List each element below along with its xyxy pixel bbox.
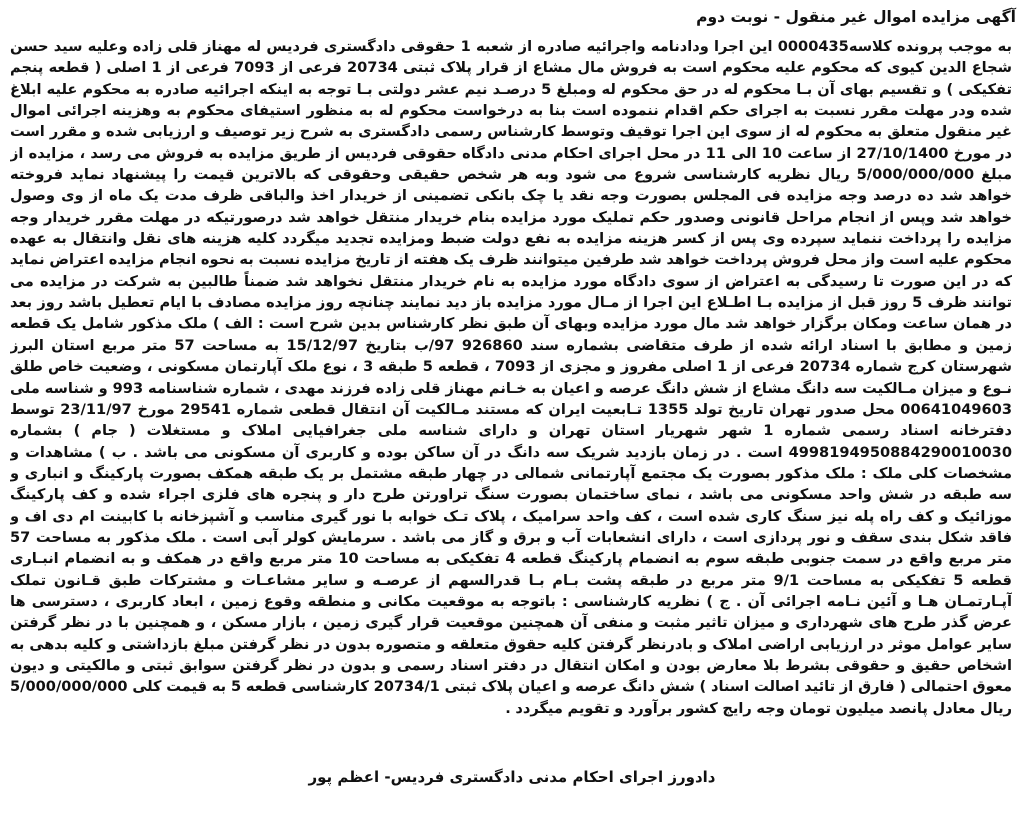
notice-body: به موجب پرونده کلاسه0000435 این اجرا ودادنامه واجرائیه صادره از شعبه 1 حقوقی دادگستری فردیس له مهناز قلی زاده وعلیه سید حسن شجاع الدین کیوی که محکوم علیه محکوم است به فروش مال مشاع از قرار پلاک ثبتی 20734 فرعی از 7093 فرعی از 1 اصلی ( قطعه پنجم تفکیکی ) و تقسیم بهای آن بـا محکوم له در حق محکوم له ومبلغ 5 درصـد نیم عشر دولتی بـا توجه به اینکه اجرائیه صادره به محکوم علیه ابلاغ شده ودر مهلت مقرر نسبت به اجرای حکم اقدام ننموده است بنا به درخواست محکوم له به منظور استیفای محکوم به وهزینه اجرائی اموال غیر منقول متعلق به محکوم له از سوی این اجرا توقیف وتوسط کارشناس رسمی دادگستری به شرح زیر توصیف و ارزیابی شده و مقرر است در مورخ 27/10/1400 از ساعت 10 الی 11 در محل اجرای احکام مدنی دادگاه حقوقی فردیس از طریق مزایده به فروش می رسد ، مزایده از مبلغ 5/000/000/000 ریال نظریه کارشناسی شروع می شود وبه هر شخص حقیقی وحقوقی که بالاترین قیمت را پیشنهاد نماید فروخته خواهد شد ده درصد وجه مزایده فی المجلس بصورت وجه نقد یا چک بانکی تضمینی از خریدار اخذ والباقی ظرف مدت یک ماه از وی وصول خواهد شد وپس از انجام مراحل قانونی وصدور حکم تملیک مورد مزایده بنام خریدار منتقل خواهد شد درصورتیکه در مهلت مقرر خریدار وجه مزایده را پرداخت ننماید سپرده وی پس از کسر هزینه مزایده به نفع دولت ضبط ومزایده تجدید میگردد کلیه هزینه های نقل وانتقال به عهده محکوم علیه است واز محل فروش پرداخت خواهد شد طرفین میتوانند ظرف یک هفته از تاریخ مزایده نسبت به نحوه انجام مزایده اعتراض نماید که در این صورت تا رسیدگی به اعتراض از سوی دادگاه مورد مزایده به نام خریدار منتقل نخواهد شد ضمناً طالبین به شرکت در مزایده می توانند ظرف 5 روز قبل از مزایده بـا اطـلاع این اجرا از مـال مورد مزایده باز دید نمایند چنانچه روز مزایده مصادف با ایام تعطیل باشد روز بعد در همان ساعت ومکان برگزار خواهد شد مال مورد مزایده وبهای آن طبق نظر کارشناس بدین شرح است : الف ) ملک مذکور شامل یک قطعه زمین و مطابق با اسناد ارائه شده از طرف متقاضی بشماره سند 926860 97/ب بتاریخ 15/12/97 به مساحت 57 متر مربع استان البرز شهرستان کرج شماره 20734 فرعی از 1 اصلی مفروز و مجزی از 7093 ، قطعه 5 طبقه 3 ، نوع ملک آپارتمان مسکونی ، وضعیت خاص طلق نـوع و میزان مـالکیت سه دانگ مشاع از شش دانگ عرصه و اعیان به خـانم مهناز قلی زاده فرزند مهدی ، شماره شناسنامه 993 و شناسه ملی 00641049603 محل صدور تهران تاریخ تولد 1355 تـابعیت ایران که مستند مـالکیت آن انتقال قطعی شماره 29541 مورخ 23/11/97 توسط دفترخانه اسناد رسمی شماره 1 شهر شهریار استان تهران و دارای شناسه ملی جغرافیایی املاک و مستغلات ( جام ) بشماره 4998194950884290010030 است . در زمان بازدید شریک سه دانگ در آن ساکن بوده و کاربری آن مسکونی می باشد . ب ) مشاهدات و مشخصات کلی ملک : ملک مذکور بصورت یک مجتمع آپارتمانی شمالی در چهار طبقه مشتمل بر یک طبقه همکف بصورت پارکینگ و انباری و سه طبقه در شش واحد مسکونی می باشد ، نمای ساختمان بصورت سنگ تراورتن طرح دار و پنجره های فلزی اجراء شده و کف پارکینگ موزائیک و کف راه پله نیز سنگ کاری شده است ، کف واحد سرامیک ، پلاک تـک خوابه با نور گیری مناسب و آشپزخانه با کابینت ام دی اف و فاقد شکل بندی سقف و نور پردازی است ، دارای انشعابات آب و برق و گاز می باشد . سرمایش کولر آبی است . ملک مذکور به مساحت 57 متر مربع واقع در سمت جنوبی طبقه سوم به انضمام پارکینگ قطعه 4 تفکیکی به مساحت 10 متر مربع واقع در همکف و به انضمام انبـاری قطعه 5 تفکیکی به مساحت 9/1 متر مربع در طبقه پشت بـام بـا قدرالسهم از عرصـه و سایر مشاعـات و مشترکات طبق قـانون تملک آپـارتمـان هـا و آئین نـامه اجرائی آن . ج ) نظریه کارشناسی : باتوجه به موقعیت مکانی و منطقه وقوع زمین ، ابعاد کاربری ، دسترسی ها عرض گذر طرح های شهرداری و میزان تاثیر مثبت و منفی آن همچنین موقعیت قرار گیری زمین ، بازار مسکن ، و همچنین با در نظر گرفتن سایر عوامل موثر در ارزیابی اراضی املاک و بادرنظر گرفتن کلیه حقوق متعلقه و متصوره بدون در نظر گرفتن مبلغ بازداشتی و کلیه بدهی به اشخاص حقیق و حقوقی بشرط بلا معارض بودن و امکان انتقال در دفتر اسناد رسمی و بدون در نظر گرفتن سوابق ثبتی و مالکیتی و دیون معوق احتمالی ( فارق از تائید اصالت اسناد ) شش دانگ عرصه و اعیان پلاک ثبتی 20734/1 کارشناسی قطعه 5 به قیمت کلی 5/000/000/000 ریال معادل پانصد میلیون تومان وجه رایج کشور برآورد و تقویم میگردد . bbox=[10, 38, 1012, 717]
notice-footer bbox=[0, 766, 1024, 788]
notice-title: آگهی مزایده اموال غیر منقول - نوبت دوم bbox=[696, 8, 1016, 26]
signature-line: دادورز اجرای احکام مدنی دادگستری فردیس- اعظم پور bbox=[308, 768, 716, 786]
